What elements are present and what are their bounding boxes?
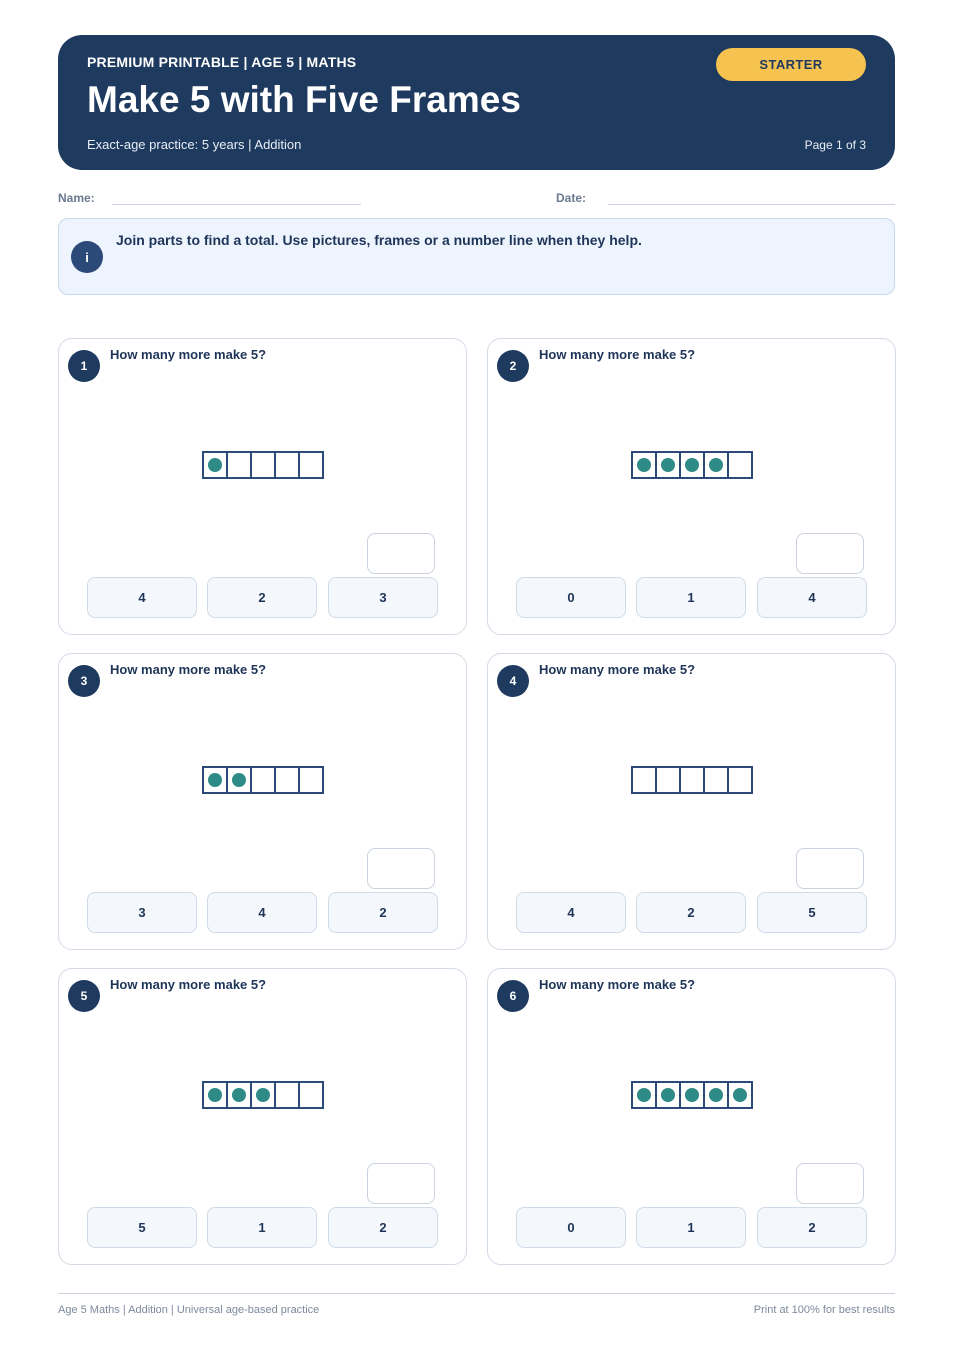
- question-card: [487, 968, 896, 1265]
- frame-cell: [252, 453, 276, 477]
- counter-dot: [733, 1088, 747, 1102]
- frame-cell: [633, 768, 657, 792]
- date-field[interactable]: [608, 204, 895, 205]
- counter-dot: [685, 1088, 699, 1102]
- frame-cell: [729, 1083, 751, 1107]
- frame-cell: [300, 1083, 322, 1107]
- question-prompt: How many more make 5?: [110, 347, 267, 362]
- worksheet-header: [58, 35, 895, 170]
- answer-box[interactable]: [367, 1163, 435, 1204]
- instructions-box: [58, 218, 895, 295]
- frame-cell: [204, 453, 228, 477]
- counter-dot: [208, 458, 222, 472]
- frame-cell: [252, 768, 276, 792]
- frame-cell: [204, 1083, 228, 1107]
- frame-cell: [705, 768, 729, 792]
- name-field[interactable]: [112, 204, 361, 205]
- frame-cell: [657, 1083, 681, 1107]
- answer-choice[interactable]: 4: [207, 892, 317, 933]
- instructions-text: Join parts to find a total. Use pictures, frames or a number line when they help.: [116, 232, 642, 248]
- frame-cell: [633, 1083, 657, 1107]
- question-card: [487, 338, 896, 635]
- frame-cell: [681, 1083, 705, 1107]
- question-number: 5: [68, 980, 100, 1012]
- header-subtitle: Exact-age practice: 5 years | Addition: [87, 137, 302, 152]
- question-card: [58, 968, 467, 1265]
- counter-dot: [208, 773, 222, 787]
- question-card: [58, 338, 467, 635]
- answer-choice[interactable]: 3: [87, 892, 197, 933]
- counter-dot: [256, 1088, 270, 1102]
- level-badge: STARTER: [716, 48, 866, 81]
- question-number: 1: [68, 350, 100, 382]
- counter-dot: [637, 1088, 651, 1102]
- frame-cell: [276, 768, 300, 792]
- counter-dot: [661, 458, 675, 472]
- answer-choice[interactable]: 5: [757, 892, 867, 933]
- answer-choice[interactable]: 2: [207, 577, 317, 618]
- header-eyebrow: PREMIUM PRINTABLE | AGE 5 | MATHS: [87, 54, 357, 70]
- frame-cell: [657, 453, 681, 477]
- frame-cell: [228, 768, 252, 792]
- frame-cell: [729, 453, 751, 477]
- counter-dot: [208, 1088, 222, 1102]
- question-prompt: How many more make 5?: [539, 977, 696, 992]
- frame-cell: [300, 768, 322, 792]
- answer-box[interactable]: [796, 533, 864, 574]
- frame-cell: [252, 1083, 276, 1107]
- date-label: Date:: [556, 191, 587, 205]
- five-frame: [202, 451, 324, 479]
- answer-choice[interactable]: 2: [636, 892, 746, 933]
- question-card: [487, 653, 896, 950]
- frame-cell: [228, 1083, 252, 1107]
- frame-cell: [276, 1083, 300, 1107]
- five-frame: [631, 451, 753, 479]
- info-icon: i: [71, 241, 103, 273]
- frame-cell: [276, 453, 300, 477]
- answer-choice[interactable]: 2: [328, 1207, 438, 1248]
- counter-dot: [685, 458, 699, 472]
- counter-dot: [637, 458, 651, 472]
- page-title: Make 5 with Five Frames: [87, 79, 521, 120]
- page-number: Page 1 of 3: [804, 138, 866, 152]
- answer-choice[interactable]: 1: [636, 1207, 746, 1248]
- answer-choice[interactable]: 1: [636, 577, 746, 618]
- counter-dot: [709, 458, 723, 472]
- answer-choice[interactable]: 3: [328, 577, 438, 618]
- answer-box[interactable]: [796, 848, 864, 889]
- answer-choice[interactable]: 4: [516, 892, 626, 933]
- answer-choice[interactable]: 4: [757, 577, 867, 618]
- answer-choice[interactable]: 2: [328, 892, 438, 933]
- frame-cell: [228, 453, 252, 477]
- frame-cell: [633, 453, 657, 477]
- counter-dot: [232, 1088, 246, 1102]
- five-frame: [631, 766, 753, 794]
- five-frame: [202, 1081, 324, 1109]
- question-number: 2: [497, 350, 529, 382]
- answer-choice[interactable]: 4: [87, 577, 197, 618]
- name-label: Name:: [58, 191, 95, 205]
- frame-cell: [705, 453, 729, 477]
- question-prompt: How many more make 5?: [110, 977, 267, 992]
- question-prompt: How many more make 5?: [539, 347, 696, 362]
- answer-box[interactable]: [796, 1163, 864, 1204]
- frame-cell: [681, 768, 705, 792]
- answer-choice[interactable]: 2: [757, 1207, 867, 1248]
- footer-divider: [58, 1293, 895, 1294]
- frame-cell: [657, 768, 681, 792]
- question-prompt: How many more make 5?: [110, 662, 267, 677]
- frame-cell: [729, 768, 751, 792]
- counter-dot: [661, 1088, 675, 1102]
- counter-dot: [709, 1088, 723, 1102]
- frame-cell: [705, 1083, 729, 1107]
- answer-box[interactable]: [367, 533, 435, 574]
- question-number: 3: [68, 665, 100, 697]
- question-number: 6: [497, 980, 529, 1012]
- frame-cell: [300, 453, 322, 477]
- five-frame: [202, 766, 324, 794]
- frame-cell: [681, 453, 705, 477]
- answer-box[interactable]: [367, 848, 435, 889]
- five-frame: [631, 1081, 753, 1109]
- counter-dot: [232, 773, 246, 787]
- question-prompt: How many more make 5?: [539, 662, 696, 677]
- answer-choice[interactable]: 0: [516, 577, 626, 618]
- question-card: [58, 653, 467, 950]
- answer-choice[interactable]: 5: [87, 1207, 197, 1248]
- answer-choice[interactable]: 1: [207, 1207, 317, 1248]
- footer-left-text: Age 5 Maths | Addition | Universal age-based practice: [58, 1304, 320, 1316]
- footer-right-text: Print at 100% for best results: [753, 1304, 895, 1316]
- answer-choice[interactable]: 0: [516, 1207, 626, 1248]
- question-number: 4: [497, 665, 529, 697]
- frame-cell: [204, 768, 228, 792]
